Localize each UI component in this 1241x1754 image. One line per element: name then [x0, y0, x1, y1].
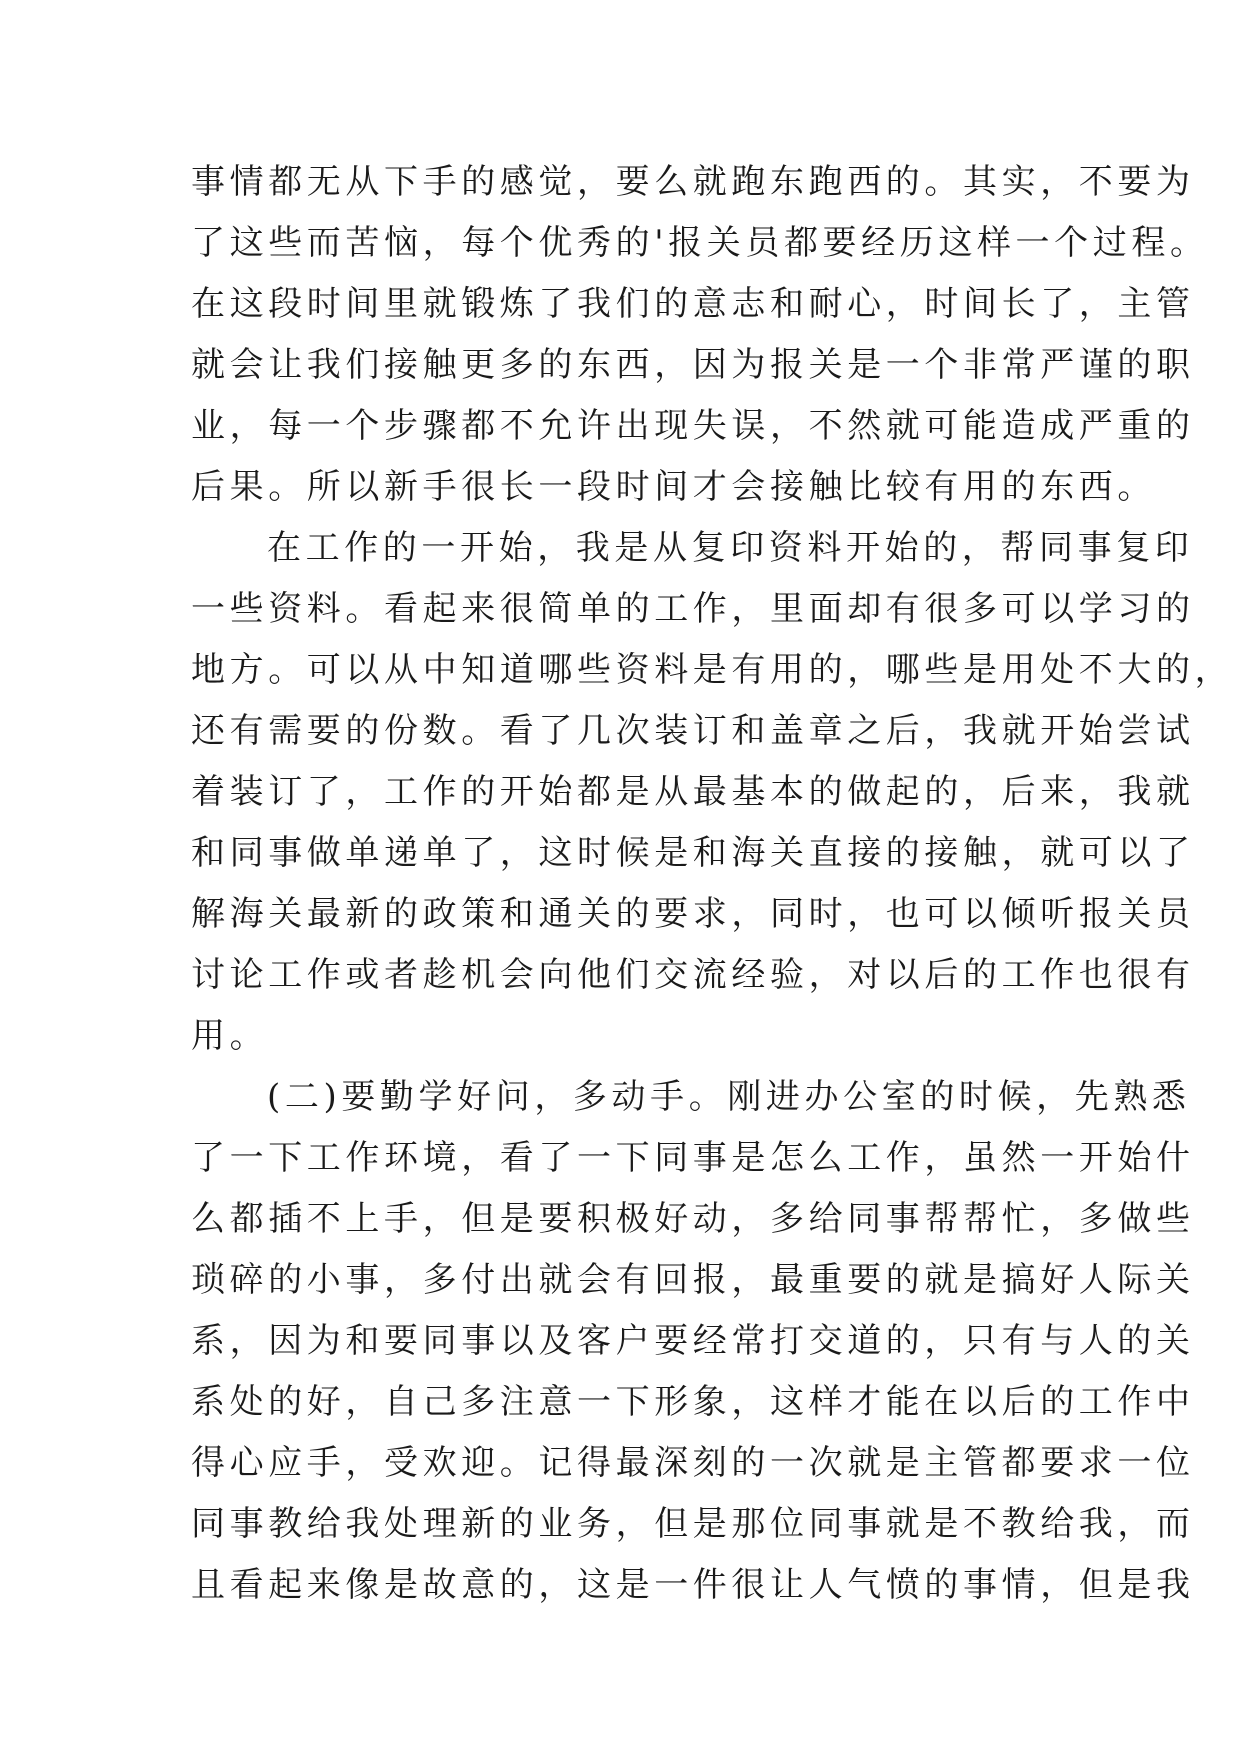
text-line: 和同事做单递单了，这时候是和海关直接的接触，就可以了 — [191, 833, 1195, 873]
text-line: 琐碎的小事，多付出就会有回报，最重要的就是搞好人际关 — [191, 1260, 1195, 1300]
text-line: 地方。可以从中知道哪些资料是有用的，哪些是用处不大的， — [191, 650, 1234, 690]
paragraph-2 — [191, 518, 1234, 1067]
text-line: 得心应手，受欢迎。记得最深刻的一次就是主管都要求一位 — [191, 1443, 1195, 1483]
text-line: 系处的好，自己多注意一下形象，这样才能在以后的工作中 — [191, 1382, 1195, 1422]
text-line: (二)要勤学好问，多动手。刚进办公室的时候，先熟悉 — [267, 1077, 1191, 1117]
text-line: 讨论工作或者趁机会向他们交流经验，对以后的工作也很有 — [191, 955, 1195, 995]
text-line: 还有需要的份数。看了几次装订和盖章之后，我就开始尝试 — [191, 711, 1195, 751]
text-line: 解海关最新的政策和通关的要求，同时，也可以倾听报关员 — [191, 894, 1195, 934]
text-line: 同事教给我处理新的业务，但是那位同事就是不教给我，而 — [191, 1504, 1195, 1544]
body-text — [191, 152, 1234, 1616]
text-line: 了一下工作环境，看了一下同事是怎么工作，虽然一开始什 — [191, 1138, 1195, 1178]
text-line: 业，每一个步骤都不允许出现失误，不然就可能造成严重的 — [191, 406, 1195, 446]
text-line: 在这段时间里就锻炼了我们的意志和耐心，时间长了，主管 — [191, 284, 1195, 324]
text-line: 事情都无从下手的感觉，要么就跑东跑西的。其实，不要为 — [191, 162, 1195, 202]
text-line: 就会让我们接触更多的东西，因为报关是一个非常严谨的职 — [191, 345, 1195, 385]
text-line: 么都插不上手，但是要积极好动，多给同事帮帮忙，多做些 — [191, 1199, 1195, 1239]
text-line: 了这些而苦恼，每个优秀的'报关员都要经历这样一个过程。 — [191, 223, 1209, 263]
text-line: 着装订了，工作的开始都是从最基本的做起的，后来，我就 — [191, 772, 1195, 812]
text-line: 且看起来像是故意的，这是一件很让人气愤的事情，但是我 — [191, 1565, 1195, 1605]
paragraph-1 — [191, 152, 1209, 518]
text-line: 后果。所以新手很长一段时间才会接触比较有用的东西。 — [191, 467, 1156, 507]
text-line: 系，因为和要同事以及客户要经常打交道的，只有与人的关 — [191, 1321, 1195, 1361]
text-line: 一些资料。看起来很简单的工作，里面却有很多可以学习的 — [191, 589, 1195, 629]
paragraph-3 — [191, 1067, 1195, 1616]
text-line: 在工作的一开始，我是从复印资料开始的，帮同事复印 — [267, 528, 1194, 568]
text-line: 用。 — [191, 1016, 269, 1056]
